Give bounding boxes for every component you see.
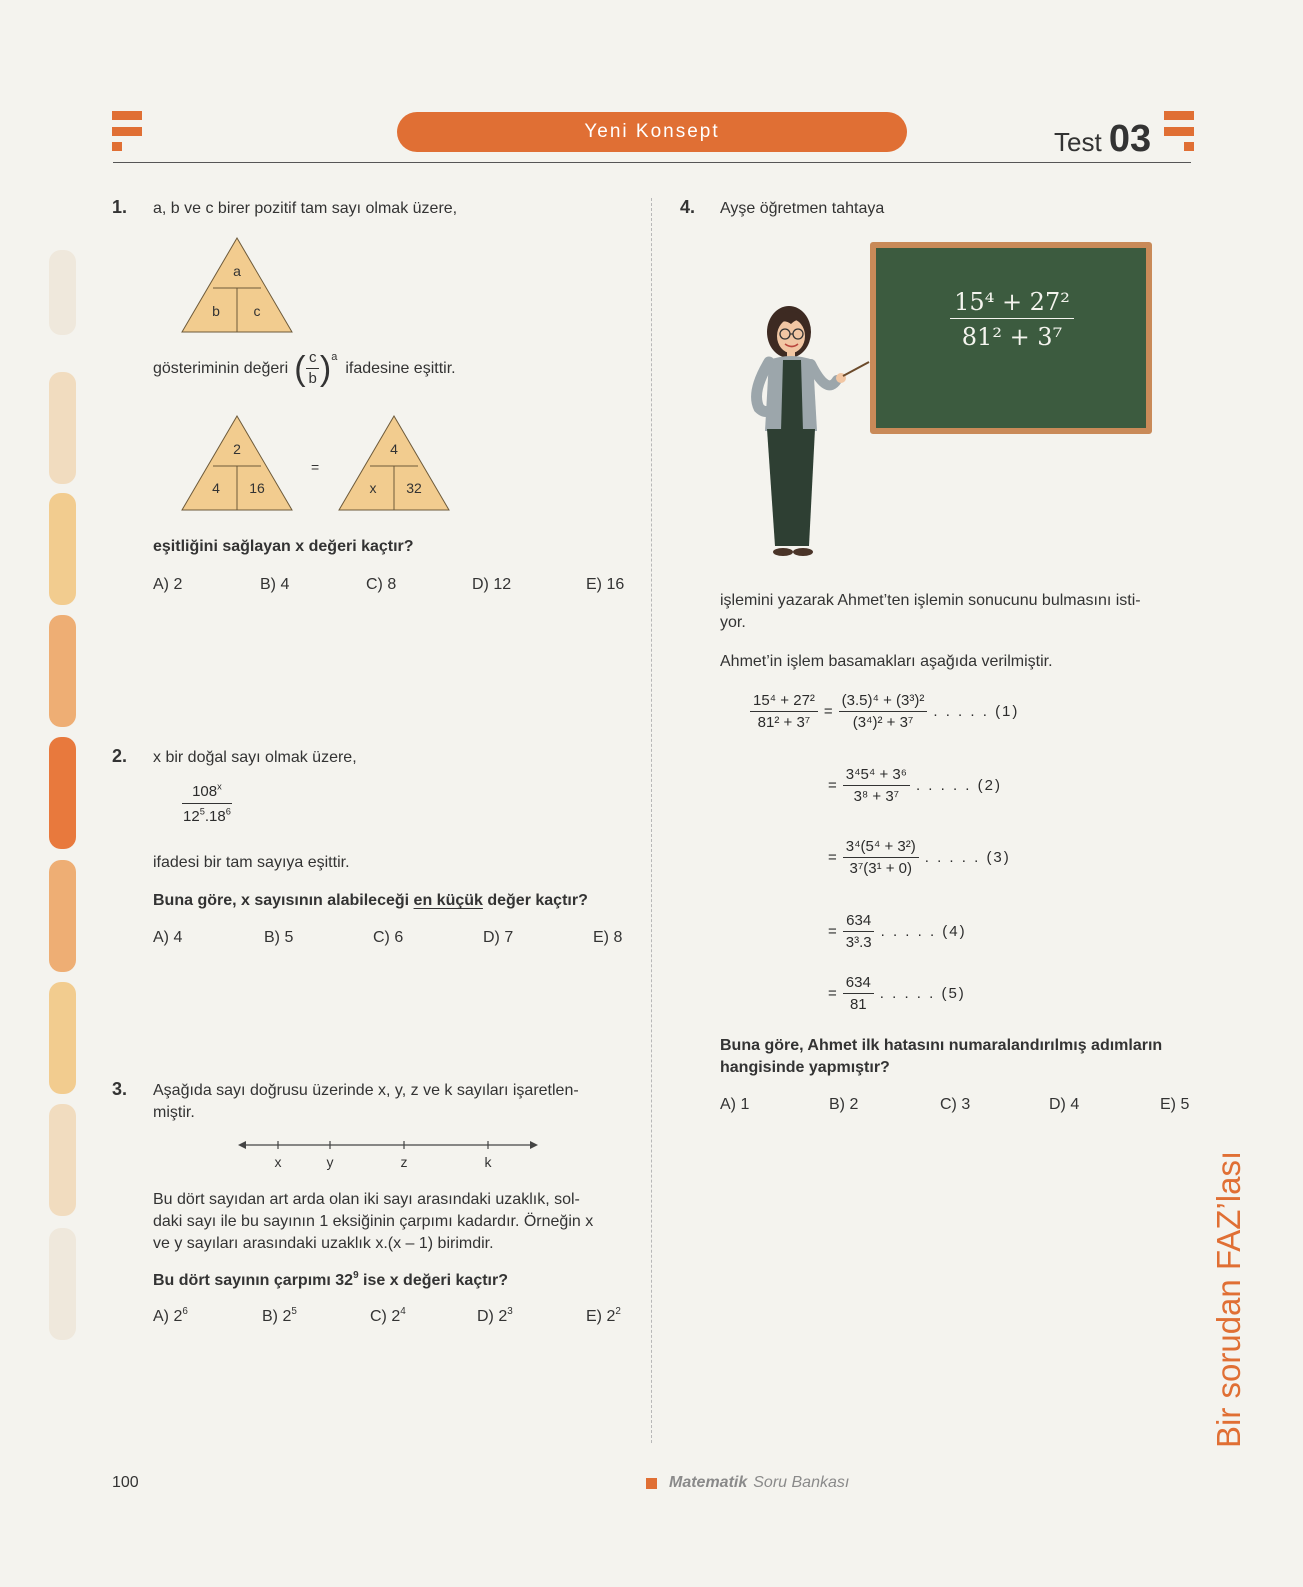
- side-tab: [49, 1228, 76, 1340]
- fraction-denominator: (3⁴)² + 3⁷: [852, 714, 914, 731]
- board-expression: [950, 288, 1074, 351]
- value-text-before: gösteriminin değeri: [153, 359, 289, 377]
- fraction-numerator: 634: [843, 912, 874, 932]
- book-title: [646, 1474, 849, 1492]
- side-tab: [49, 1104, 76, 1216]
- step-fraction: [843, 974, 874, 1013]
- option-label: C) 2: [370, 1308, 401, 1325]
- side-tab: [49, 493, 76, 605]
- equation-triangle-right: [337, 414, 451, 512]
- answer-option-d[interactable]: D) 7: [483, 929, 514, 946]
- fraction-numerator: (3.5)⁴ + (3³)²: [839, 692, 928, 712]
- number-line-label: y: [326, 1154, 334, 1170]
- header-rule: [113, 162, 1191, 163]
- section-title: Yeni Konsept: [584, 121, 720, 142]
- option-label: A) 2: [153, 1308, 183, 1325]
- step-4: [828, 912, 967, 951]
- square-bullet-icon: [646, 1478, 657, 1489]
- triangle-top-label: 2: [233, 441, 241, 457]
- step-lhs-fraction: [750, 692, 818, 731]
- triangle-left-label: x: [369, 480, 377, 496]
- side-tab: [49, 737, 76, 849]
- chalkboard: [870, 242, 1152, 434]
- fraction-denominator: 3⁷(3¹ + 0): [849, 860, 913, 877]
- book-title-rest: Soru Bankası: [753, 1474, 850, 1491]
- brand-logo-left-icon: [112, 111, 144, 153]
- answer-option-b[interactable]: [262, 1308, 297, 1326]
- question-exponent: 9: [353, 1270, 359, 1282]
- step-1: [750, 692, 1019, 731]
- equals-sign: =: [311, 459, 320, 475]
- value-definition: [153, 350, 456, 387]
- triangle-right-label: c: [253, 303, 261, 319]
- triangle-top-label: 4: [390, 441, 398, 457]
- body-line: yor.: [720, 614, 746, 631]
- answer-option-b[interactable]: B) 2: [829, 1096, 859, 1113]
- question-part: ise x değeri kaçtır?: [358, 1272, 508, 1289]
- step-label: . . . . . (4): [880, 923, 967, 940]
- triangle-right-label: 16: [249, 480, 265, 496]
- teacher-illustration: [745, 296, 880, 566]
- question-text: [720, 1035, 1162, 1079]
- step-fraction: [843, 766, 910, 805]
- question-part: değer kaçtır?: [487, 892, 588, 909]
- question-number: 4.: [680, 197, 696, 217]
- number-line-label: k: [484, 1154, 492, 1170]
- question-intro: a, b ve c birer pozitif tam sayı olmak üzere,: [153, 200, 458, 217]
- option-exponent: 6: [182, 1306, 188, 1318]
- fraction-denominator: b: [308, 370, 317, 387]
- equals-sign: =: [828, 923, 837, 940]
- question-text: eşitliğini sağlayan x değeri kaçtır?: [153, 538, 414, 555]
- option-exponent: 4: [400, 1306, 406, 1318]
- step-fraction: [839, 692, 928, 731]
- fraction-numerator: 634: [843, 974, 874, 994]
- equals-sign: =: [828, 777, 837, 794]
- number-line-label: z: [400, 1154, 408, 1170]
- board-numerator: 15⁴ + 27²: [950, 288, 1074, 319]
- vertical-slogan: [1210, 1151, 1248, 1448]
- question-text: [153, 890, 588, 912]
- answer-option-e[interactable]: E) 8: [593, 929, 623, 946]
- triangle-left-label: b: [212, 303, 220, 319]
- question-part: Bu dört sayının çarpımı 32: [153, 1272, 354, 1289]
- answer-option-a[interactable]: A) 2: [153, 576, 183, 593]
- fraction-numerator: 15⁴ + 27²: [750, 692, 818, 712]
- q2-fraction: [180, 783, 234, 825]
- denominator-b-exponent: 6: [225, 806, 231, 817]
- answer-option-a[interactable]: A) 4: [153, 929, 183, 946]
- question-body: [153, 1189, 593, 1255]
- question-emphasis: en küçük: [413, 892, 483, 909]
- equation-triangle-left: [180, 414, 294, 512]
- side-tab: [49, 250, 76, 335]
- open-paren: (: [294, 349, 306, 388]
- board-denominator: 81² + 3⁷: [961, 323, 1063, 351]
- triangle-right-label: 32: [406, 480, 422, 496]
- numerator-exponent: x: [217, 781, 222, 792]
- fraction-denominator: 3³.3: [845, 934, 872, 951]
- step-fraction: [843, 838, 919, 877]
- equals-sign: =: [828, 849, 837, 866]
- denominator-a-exponent: 5: [199, 806, 205, 817]
- section-title-banner: [397, 112, 907, 152]
- value-exponent: a: [331, 351, 338, 363]
- fraction-numerator: 3⁴5⁴ + 3⁶: [843, 766, 910, 786]
- side-tab: [49, 615, 76, 727]
- triangle-top-label: a: [233, 263, 241, 279]
- option-label: D) 2: [477, 1308, 508, 1325]
- column-divider: [651, 198, 652, 1443]
- triangle-left-label: 4: [212, 480, 220, 496]
- value-text-after: ifadesine eşittir.: [345, 359, 456, 377]
- step-5: [828, 974, 966, 1013]
- question-body: [720, 590, 1141, 634]
- number-line: [238, 1135, 538, 1170]
- answer-option-d[interactable]: [477, 1308, 513, 1326]
- answer-option-b[interactable]: B) 5: [264, 929, 294, 946]
- body-line: Bu dört sayıdan art arda olan iki sayı arasındaki uzaklık, sol-: [153, 1191, 580, 1208]
- step-label: . . . . . (2): [915, 777, 1002, 794]
- option-exponent: 2: [615, 1306, 621, 1318]
- answer-option-a[interactable]: A) 1: [720, 1096, 750, 1113]
- question-part: Buna göre, x sayısının alabileceği: [153, 892, 410, 909]
- book-title-bold: Matematik: [669, 1474, 748, 1491]
- question-number: 3.: [112, 1079, 128, 1099]
- step-2: [828, 766, 1002, 805]
- answer-option-a[interactable]: [153, 1308, 188, 1326]
- fraction-numerator: 3⁴(5⁴ + 3²): [843, 838, 919, 858]
- body-line: ve y sayıları arasındaki uzaklık x.(x – 1) birimdir.: [153, 1235, 494, 1252]
- test-number: 03: [1108, 118, 1152, 160]
- intro-line: Aşağıda sayı doğrusu üzerinde x, y, z ve k sayıları işaretlen-: [153, 1082, 579, 1099]
- option-exponent: 5: [291, 1306, 297, 1318]
- side-tab: [49, 860, 76, 972]
- question-line: hangisinde yapmıştır?: [720, 1059, 890, 1076]
- slogan-part: Bir sorudan: [1210, 1270, 1247, 1448]
- option-label: E) 2: [586, 1308, 616, 1325]
- fraction-numerator: [182, 783, 232, 804]
- option-exponent: 3: [507, 1306, 513, 1318]
- answer-option-b[interactable]: B) 4: [260, 576, 290, 593]
- fraction-denominator: [180, 804, 234, 825]
- steps-intro: Ahmet’in işlem basamakları aşağıda verilmiştir.: [720, 653, 1053, 670]
- brand-logo-right-icon: [1162, 111, 1194, 153]
- fraction-denominator: 3⁸ + 3⁷: [853, 788, 900, 805]
- answer-option-d[interactable]: D) 12: [472, 576, 512, 593]
- denominator-b: .18: [204, 808, 226, 825]
- step-fraction: [843, 912, 875, 951]
- slogan-part: ’lası: [1210, 1150, 1247, 1210]
- equals-sign: =: [828, 985, 837, 1002]
- intro-line: miştir.: [153, 1104, 195, 1121]
- question-number: 2.: [112, 746, 128, 766]
- step-3: [828, 838, 1011, 877]
- body-line: işlemini yazarak Ahmet’ten işlemin sonucunu bulmasını isti-: [720, 592, 1141, 609]
- option-label: B) 2: [262, 1308, 292, 1325]
- step-label: . . . . . (5): [879, 985, 966, 1002]
- equals-sign: =: [823, 703, 833, 720]
- step-label: . . . . . (3): [924, 849, 1011, 866]
- question-text: [153, 1270, 508, 1292]
- fraction: [180, 783, 234, 825]
- answer-option-e[interactable]: E) 16: [586, 576, 625, 593]
- side-tab: [49, 372, 76, 484]
- answer-option-e[interactable]: E) 5: [1160, 1096, 1190, 1113]
- answer-option-e[interactable]: [586, 1308, 621, 1326]
- question-line: Buna göre, Ahmet ilk hatasını numaralandırılmış adımların: [720, 1037, 1163, 1054]
- number-line-label: x: [274, 1154, 282, 1170]
- fraction-numerator: c: [306, 350, 320, 369]
- value-fraction: [306, 350, 320, 387]
- question-number: 1.: [112, 197, 128, 217]
- answer-option-c[interactable]: C) 6: [373, 929, 404, 946]
- test-label: [1054, 118, 1151, 161]
- question-intro: Ayşe öğretmen tahtaya: [720, 200, 885, 217]
- test-word: Test: [1054, 127, 1102, 157]
- answer-option-c[interactable]: [370, 1308, 406, 1326]
- question-intro: x bir doğal sayı olmak üzere,: [153, 749, 357, 766]
- denominator-a: 12: [183, 808, 200, 825]
- answer-option-d[interactable]: D) 4: [1049, 1096, 1080, 1113]
- step-label: . . . . . (1): [933, 703, 1020, 720]
- fraction-denominator: 81: [849, 996, 867, 1013]
- answer-option-c[interactable]: C) 8: [366, 576, 397, 593]
- page-number: 100: [112, 1474, 139, 1491]
- fraction-denominator: 81² + 3⁷: [757, 714, 811, 731]
- numerator-base: 108: [192, 783, 218, 800]
- question-intro: [153, 1080, 579, 1124]
- answer-option-c[interactable]: C) 3: [940, 1096, 971, 1113]
- statement-text: ifadesi bir tam sayıya eşittir.: [153, 854, 350, 871]
- close-paren: ): [319, 349, 332, 388]
- slogan-emphasis: FAZ: [1210, 1209, 1247, 1271]
- body-line: daki sayı ile bu sayının 1 eksiğinin çarpımı kadardır. Örneğin x: [153, 1213, 594, 1230]
- side-tab: [49, 982, 76, 1094]
- triangle-diagram: [180, 236, 294, 334]
